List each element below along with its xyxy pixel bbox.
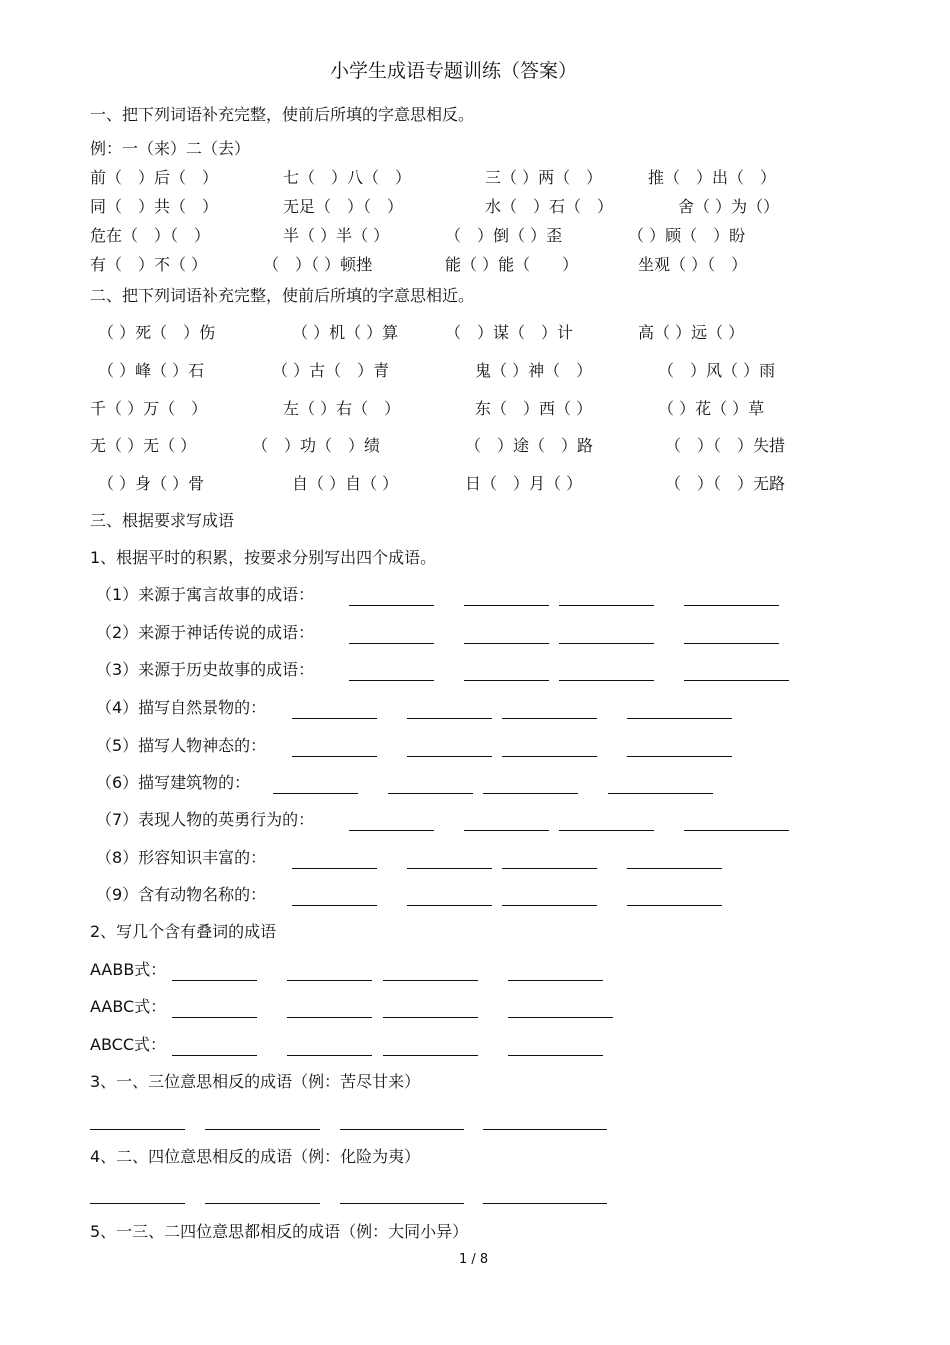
q1-item: （3）来源于历史故事的成语：	[96, 660, 315, 679]
answer-blank[interactable]	[559, 830, 654, 831]
answer-blank[interactable]	[287, 980, 372, 981]
answer-blank[interactable]	[292, 718, 377, 719]
q1-item: （9）含有动物名称的：	[96, 885, 267, 904]
page-number: 1 / 8	[459, 1252, 489, 1267]
answer-blank[interactable]	[407, 905, 492, 906]
answer-blank[interactable]	[340, 1129, 464, 1130]
answer-blank[interactable]	[349, 830, 434, 831]
s2-item: （ ）功（ ）绩	[252, 436, 381, 455]
answer-blank[interactable]	[559, 643, 654, 644]
answer-blank[interactable]	[684, 643, 779, 644]
answer-blank[interactable]	[349, 605, 434, 606]
s1-item: 危在（ ）（ ）	[90, 226, 211, 245]
s2-item: （ ）风（ ）雨	[658, 361, 776, 380]
s1-item: 能（ ）能（ ）	[445, 255, 579, 274]
answer-blank[interactable]	[608, 793, 713, 794]
s2-item: （ ）机（ ）算	[292, 323, 399, 342]
answer-blank[interactable]	[627, 756, 732, 757]
q5-heading: 5、一三、二四位意思都相反的成语（例：大同小异）	[90, 1222, 469, 1241]
answer-blank[interactable]	[383, 1017, 478, 1018]
q2-heading: 2、写几个含有叠词的成语	[90, 922, 277, 941]
section2-heading: 二、把下列词语补充完整，使前后所填的字意思相近。	[90, 286, 475, 305]
section1-heading: 一、把下列词语补充完整，使前后所填的字意思相反。	[90, 105, 475, 124]
answer-blank[interactable]	[502, 718, 597, 719]
answer-blank[interactable]	[464, 830, 549, 831]
answer-blank[interactable]	[502, 905, 597, 906]
answer-blank[interactable]	[627, 718, 732, 719]
s1-item: 七（ ）八（ ）	[283, 168, 412, 187]
s2-item: 高（ ）远（ ）	[638, 323, 745, 342]
q2-item: AABC式：	[90, 997, 167, 1016]
q1-item: （7）表现人物的英勇行为的：	[96, 810, 315, 829]
s1-item: 水（ ）石（ ）	[485, 197, 614, 216]
answer-blank[interactable]	[287, 1017, 372, 1018]
s1-item: 无足（ ）（ ）	[283, 197, 404, 216]
answer-blank[interactable]	[684, 830, 789, 831]
s2-item: （ ）死（ ）伤	[98, 323, 216, 342]
answer-blank[interactable]	[483, 1129, 607, 1130]
s1-item: 坐观（ ）（ ）	[638, 255, 748, 274]
answer-blank[interactable]	[407, 756, 492, 757]
answer-blank[interactable]	[559, 605, 654, 606]
answer-blank[interactable]	[172, 980, 257, 981]
answer-blank[interactable]	[407, 868, 492, 869]
s1-item: （ ）（ ）顿挫	[263, 255, 373, 274]
s1-item: 同（ ）共（ ）	[90, 197, 219, 216]
answer-blank[interactable]	[559, 680, 654, 681]
section1-example: 例：一（来）二（去）	[90, 139, 251, 158]
q3-heading: 3、一、三位意思相反的成语（例：苦尽甘来）	[90, 1072, 421, 1091]
answer-blank[interactable]	[172, 1017, 257, 1018]
answer-blank[interactable]	[464, 605, 549, 606]
answer-blank[interactable]	[292, 868, 377, 869]
s1-item: （ ）倒（ ）歪	[445, 226, 563, 245]
q1-item: （2）来源于神话传说的成语：	[96, 623, 315, 642]
answer-blank[interactable]	[292, 756, 377, 757]
answer-blank[interactable]	[407, 718, 492, 719]
answer-blank[interactable]	[502, 756, 597, 757]
q1-item: （1）来源于寓言故事的成语：	[96, 585, 315, 604]
q1-item: （8）形容知识丰富的：	[96, 848, 267, 867]
q1-item: （5）描写人物神态的：	[96, 736, 267, 755]
answer-blank[interactable]	[90, 1129, 185, 1130]
answer-blank[interactable]	[483, 1203, 607, 1204]
answer-blank[interactable]	[90, 1203, 185, 1204]
page-title: 小学生成语专题训练（答案）	[330, 60, 578, 82]
answer-blank[interactable]	[340, 1203, 464, 1204]
answer-blank[interactable]	[383, 1055, 478, 1056]
answer-blank[interactable]	[349, 680, 434, 681]
s1-item: 有（ ）不（ ）	[90, 255, 208, 274]
s2-item: 东（ ）西（ ）	[475, 399, 593, 418]
q2-item: AABB式：	[90, 960, 167, 979]
s2-item: 鬼（ ）神（ ）	[475, 361, 593, 380]
s2-item: 自（ ）自（ ）	[292, 474, 399, 493]
q1-heading: 1、根据平时的积累，按要求分别写出四个成语。	[90, 548, 437, 567]
q4-heading: 4、二、四位意思相反的成语（例：化险为夷）	[90, 1147, 421, 1166]
s2-item: （ ）古（ ）青	[272, 361, 390, 380]
answer-blank[interactable]	[287, 1055, 372, 1056]
answer-blank[interactable]	[483, 793, 578, 794]
answer-blank[interactable]	[508, 1055, 603, 1056]
s2-item: （ ）途（ ）路	[465, 436, 594, 455]
answer-blank[interactable]	[205, 1129, 320, 1130]
answer-blank[interactable]	[349, 643, 434, 644]
s1-item: 舍（ ）为（）	[678, 197, 780, 216]
q1-item: （6）描写建筑物的：	[96, 773, 251, 792]
answer-blank[interactable]	[684, 680, 789, 681]
section3-heading: 三、根据要求写成语	[90, 511, 235, 530]
answer-blank[interactable]	[684, 605, 779, 606]
s2-item: （ ）谋（ ）计	[445, 323, 574, 342]
answer-blank[interactable]	[273, 793, 358, 794]
s2-item: 日（ ）月（ ）	[465, 474, 583, 493]
q1-item: （4）描写自然景物的：	[96, 698, 267, 717]
s2-item: （ ）峰（ ）石	[98, 361, 205, 380]
answer-blank[interactable]	[508, 980, 603, 981]
s1-item: 前（ ）后（ ）	[90, 168, 219, 187]
answer-blank[interactable]	[464, 643, 549, 644]
answer-blank[interactable]	[205, 1203, 320, 1204]
s2-item: 千（ ）万（ ）	[90, 399, 208, 418]
answer-blank[interactable]	[627, 905, 722, 906]
s2-item: 无（ ）无（ ）	[90, 436, 197, 455]
s1-item: 推（ ）出（ ）	[648, 168, 777, 187]
answer-blank[interactable]	[464, 680, 549, 681]
s1-item: （ ）顾（ ）盼	[628, 226, 746, 245]
s1-item: 半（ ）半（ ）	[283, 226, 390, 245]
answer-blank[interactable]	[502, 868, 597, 869]
answer-blank[interactable]	[508, 1017, 613, 1018]
s2-item: （ ）（ ）失措	[665, 436, 786, 455]
answer-blank[interactable]	[172, 1055, 257, 1056]
s2-item: （ ）身（ ）骨	[98, 474, 205, 493]
answer-blank[interactable]	[383, 980, 478, 981]
answer-blank[interactable]	[627, 868, 722, 869]
s1-item: 三（ ）两（ ）	[485, 168, 603, 187]
q2-item: ABCC式：	[90, 1035, 166, 1054]
s2-item: （ ）（ ）无路	[665, 474, 786, 493]
s2-item: 左（ ）右（ ）	[283, 399, 401, 418]
answer-blank[interactable]	[388, 793, 473, 794]
answer-blank[interactable]	[292, 905, 377, 906]
s2-item: （ ）花（ ）草	[658, 399, 765, 418]
